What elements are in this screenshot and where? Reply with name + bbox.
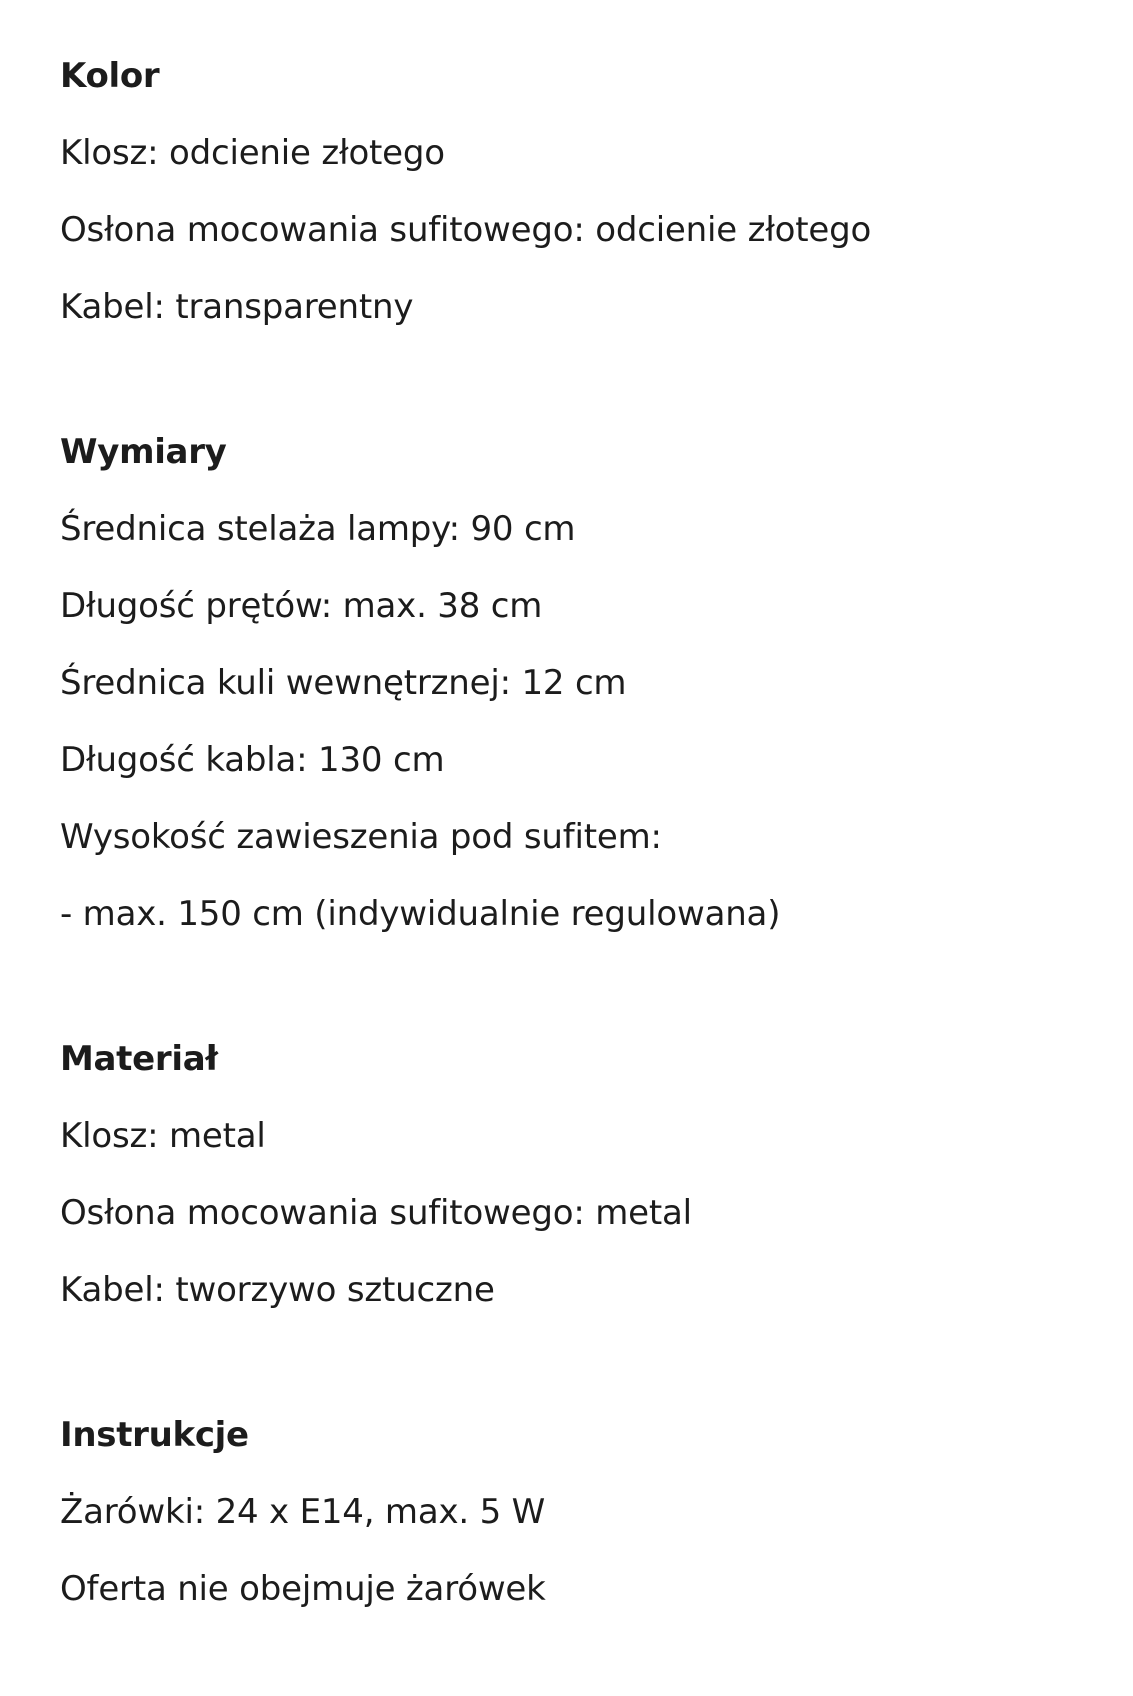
- detail-line: Kabel: transparentny: [60, 287, 414, 327]
- detail-line: Długość kabla: 130 cm: [60, 740, 445, 780]
- detail-line: Osłona mocowania sufitowego: metal: [60, 1193, 692, 1233]
- detail-line: Średnica kuli wewnętrznej: 12 cm: [60, 663, 627, 703]
- section-title: Materiał: [60, 1039, 218, 1079]
- detail-line: Kabel: tworzywo sztuczne: [60, 1270, 495, 1310]
- detail-line: Oferta nie obejmuje żarówek: [60, 1569, 546, 1609]
- section-title: Wymiary: [60, 432, 227, 472]
- detail-line: Osłona mocowania sufitowego: odcienie złotego: [60, 210, 872, 250]
- detail-line: Długość prętów: max. 38 cm: [60, 586, 543, 626]
- detail-line: - max. 150 cm (indywidualnie regulowana): [60, 894, 781, 934]
- section-instrukcje: [60, 1397, 1100, 1628]
- section-kolor: [60, 38, 1100, 346]
- section-title: Kolor: [60, 56, 160, 96]
- product-details: [60, 38, 1100, 1696]
- section-material: [60, 1021, 1100, 1329]
- detail-line: Klosz: metal: [60, 1116, 266, 1156]
- detail-line: Klosz: odcienie złotego: [60, 133, 445, 173]
- detail-line: Średnica stelaża lampy: 90 cm: [60, 509, 576, 549]
- section-wymiary: [60, 414, 1100, 953]
- detail-line: Żarówki: 24 x E14, max. 5 W: [60, 1492, 546, 1532]
- section-title: Instrukcje: [60, 1415, 249, 1455]
- detail-line: Wysokość zawieszenia pod sufitem:: [60, 817, 662, 857]
